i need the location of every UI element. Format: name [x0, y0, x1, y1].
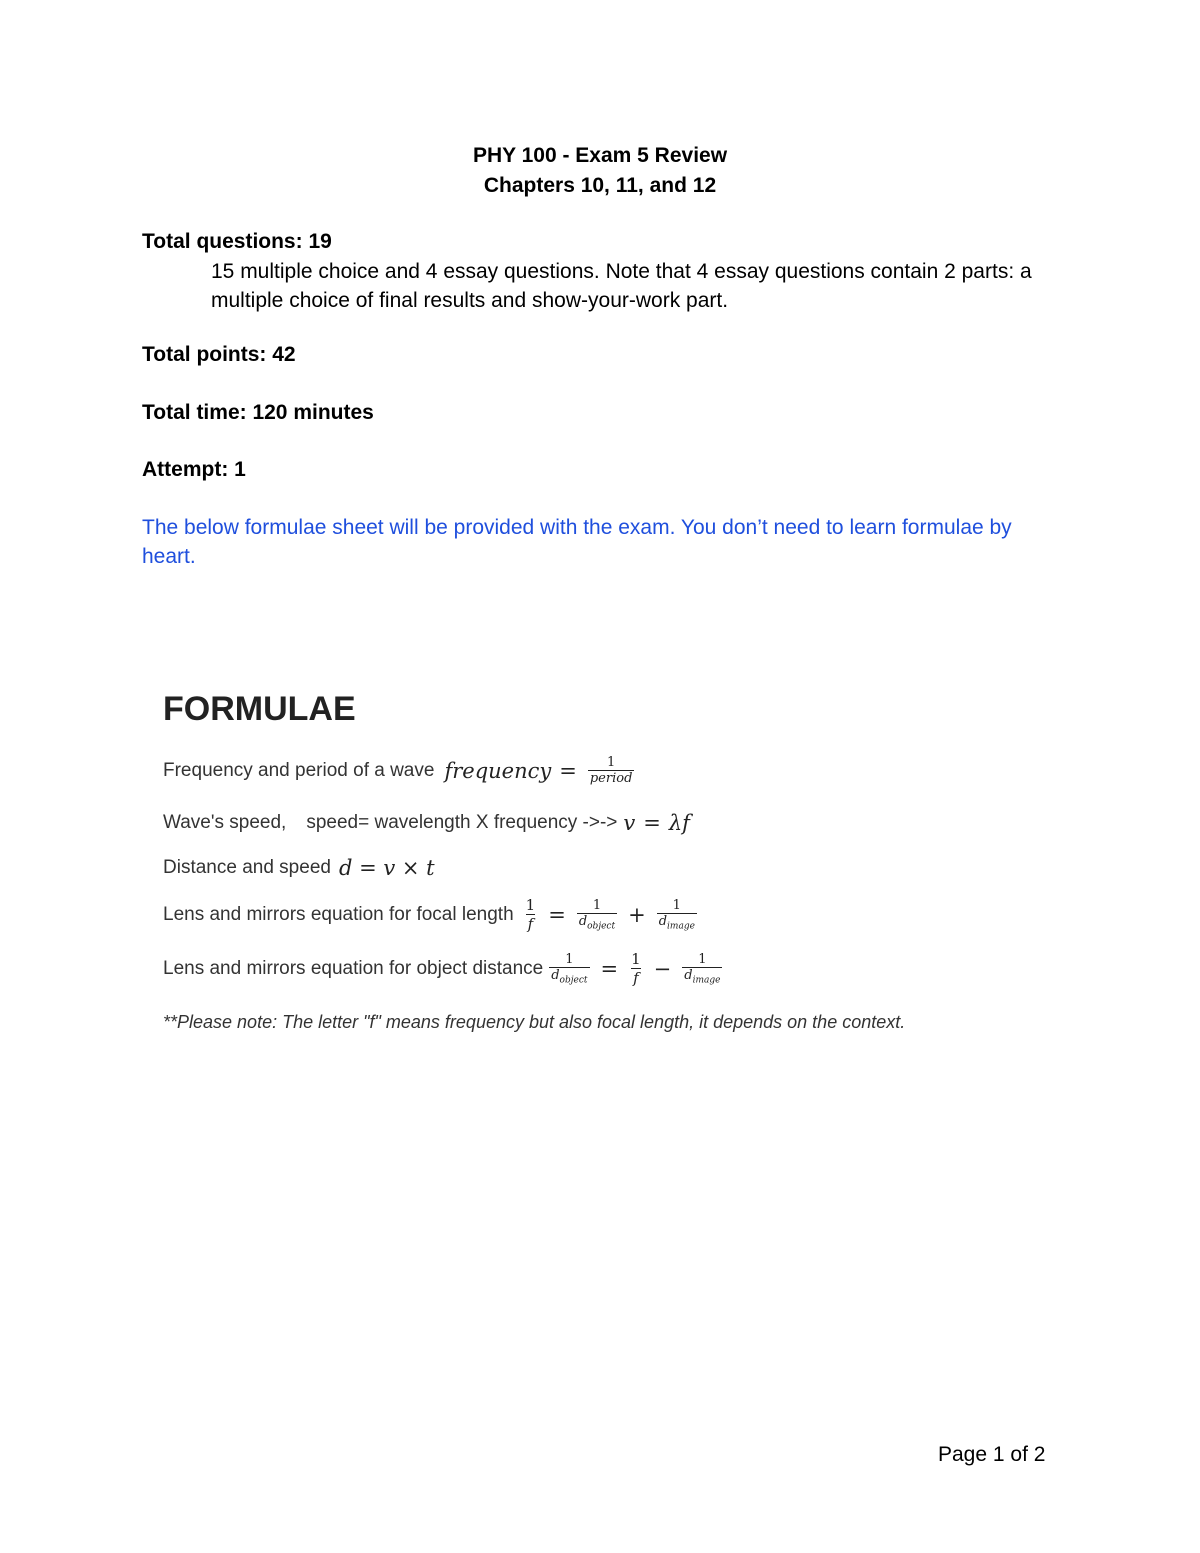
numerator: 1: [606, 755, 616, 770]
formulae-heading: FORMULAE: [163, 690, 356, 728]
formulae-notice: The below formulae sheet will be provided with the exam. You don’t need to learn formulae by heart.: [142, 516, 1012, 568]
formula-label: Frequency and period of a wave: [163, 759, 435, 781]
equals-sign: =: [600, 956, 619, 981]
attempt-label: Attempt: 1: [142, 458, 246, 481]
formula-distance-speed: [163, 856, 435, 880]
fraction-one-over-dobject: $\frac{1}{d_{object}}$: [578, 897, 616, 932]
equals-sign: =: [643, 811, 661, 835]
denominator: period: [589, 771, 633, 786]
total-time-label: Total time: 120 minutes: [142, 401, 374, 424]
formula-label: Distance and speed: [163, 857, 331, 878]
formula-text: speed= wavelength X frequency ->->: [306, 812, 618, 833]
questions-detail: 15 multiple choice and 4 essay questions. Note that 4 essay questions contain 2 parts: a multiple choice of final results and show-your-work part.: [211, 260, 1032, 312]
formulae-footnote: **Please note: The letter "f" means frequency but also focal length, it depends on the context.: [163, 1012, 906, 1032]
equals-sign: =: [548, 902, 566, 927]
formula-object-distance: [163, 950, 725, 987]
fraction: [588, 755, 635, 786]
formula-label: Lens and mirrors equation for focal length: [163, 903, 514, 925]
formula-rhs: λf: [668, 811, 690, 835]
formula-lhs: frequency: [444, 758, 552, 783]
formula-focal-length: [163, 896, 700, 933]
formula-label: Wave's speed,: [163, 812, 287, 833]
total-questions-label: Total questions: 19: [142, 230, 332, 253]
total-points-label: Total points: 42: [142, 343, 296, 366]
minus-sign: −: [653, 956, 672, 981]
formula-label: Lens and mirrors equation for object distance: [163, 957, 544, 979]
plus-sign: +: [628, 902, 646, 927]
formula-frequency-period: [163, 755, 637, 786]
document-title: PHY 100 - Exam 5 Review: [472, 144, 728, 167]
fraction-one-over-f: $\frac{1}{f}$: [631, 950, 641, 987]
fraction-one-over-dimage: $\frac{1}{d_{image}}$: [684, 951, 721, 986]
document-subtitle: Chapters 10, 11, and 12: [483, 174, 717, 197]
formula-wave-speed: [163, 811, 690, 835]
page-number: Page 1 of 2: [938, 1443, 1046, 1466]
equals-sign: =: [559, 758, 577, 783]
fraction-one-over-dimage: $\frac{1}{d_{image}}$: [658, 897, 695, 932]
formula-lhs: v: [623, 811, 636, 835]
formula-expression: d = v × t: [338, 856, 435, 880]
fraction-one-over-dobject: $\frac{1}{d_{object}}$: [551, 951, 588, 986]
fraction-one-over-f: $\frac{1}{f}$: [525, 896, 536, 933]
